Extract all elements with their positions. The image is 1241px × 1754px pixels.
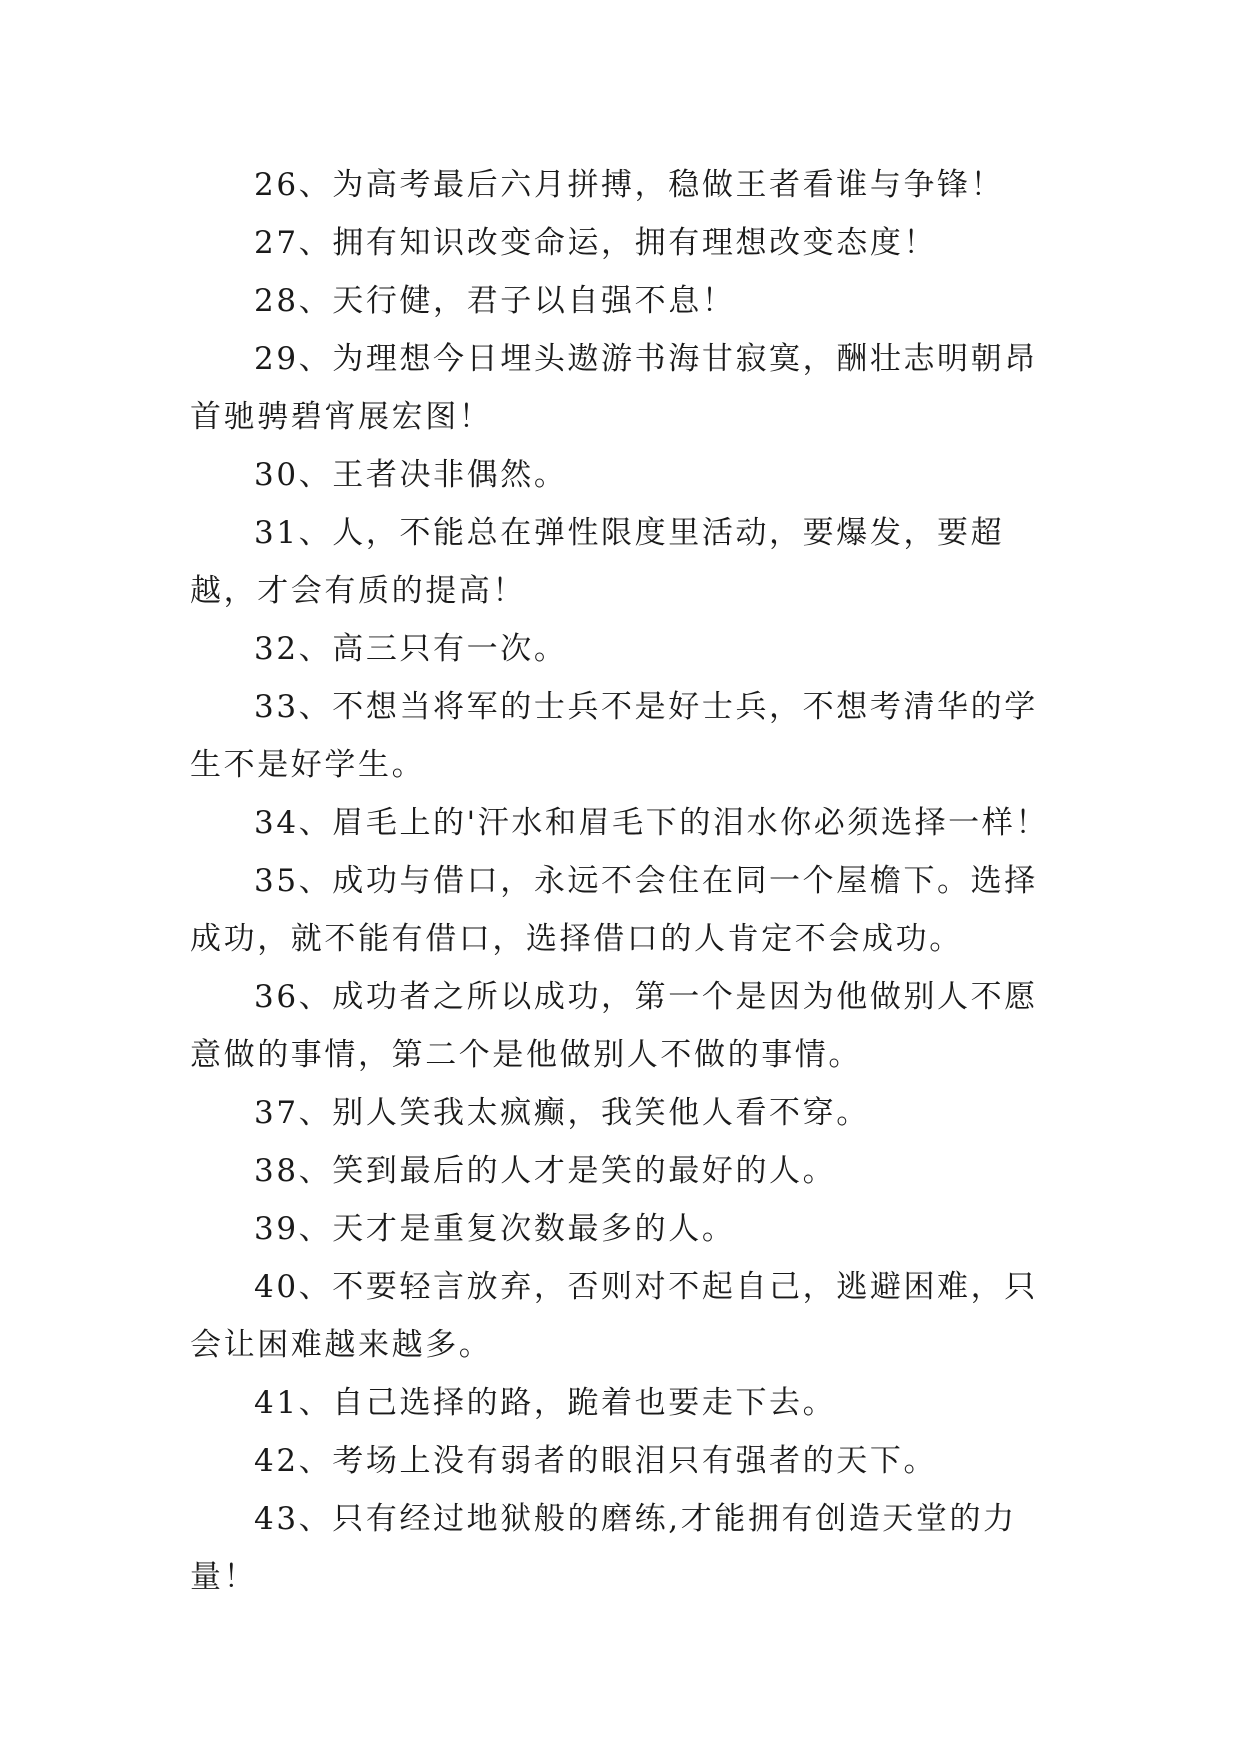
paragraph-32: 32、高三只有一次。 <box>254 631 568 667</box>
paragraph-36: 36、成功者之所以成功，第一个是因为他做别人不愿意做的事情，第二个是他做别人不做的事情。 <box>190 979 1038 1073</box>
paragraph-31: 31、人，不能总在弹性限度里活动，要爆发，要超越，才会有质的提高！ <box>190 515 1005 609</box>
paragraph-37: 37、别人笑我太疯癫，我笑他人看不穿。 <box>254 1095 870 1131</box>
paragraph-34: 34、眉毛上的'汗水和眉毛下的泪水你必须选择一样！ <box>254 805 1049 841</box>
paragraph-30: 30、王者决非偶然。 <box>254 457 568 493</box>
paragraph-26: 26、为高考最后六月拼搏，稳做王者看谁与争锋！ <box>254 167 1005 203</box>
paragraph-41: 41、自己选择的路，跪着也要走下去。 <box>254 1385 837 1421</box>
paragraph-39: 39、天才是重复次数最多的人。 <box>254 1211 736 1247</box>
paragraph-38: 38、笑到最后的人才是笑的最好的人。 <box>254 1153 837 1189</box>
paragraph-33: 33、不想当将军的士兵不是好士兵，不想考清华的学生不是好学生。 <box>190 689 1038 783</box>
document-body <box>190 156 1070 1606</box>
paragraph-29: 29、为理想今日埋头遨游书海甘寂寞，酬壮志明朝昂首驰骋碧宵展宏图！ <box>190 341 1038 435</box>
paragraph-43: 43、只有经过地狱般的磨练,才能拥有创造天堂的力量！ <box>190 1501 1017 1595</box>
paragraph-35: 35、成功与借口，永远不会住在同一个屋檐下。选择成功，就不能有借口，选择借口的人肯定不会成功。 <box>190 863 1038 957</box>
paragraph-28: 28、天行健，君子以自强不息！ <box>254 283 736 319</box>
paragraph-40: 40、不要轻言放弃，否则对不起自己，逃避困难，只会让困难越来越多。 <box>190 1269 1038 1363</box>
paragraph-27: 27、拥有知识改变命运，拥有理想改变态度！ <box>254 225 938 261</box>
paragraph-42: 42、考场上没有弱者的眼泪只有强者的天下。 <box>254 1443 938 1479</box>
